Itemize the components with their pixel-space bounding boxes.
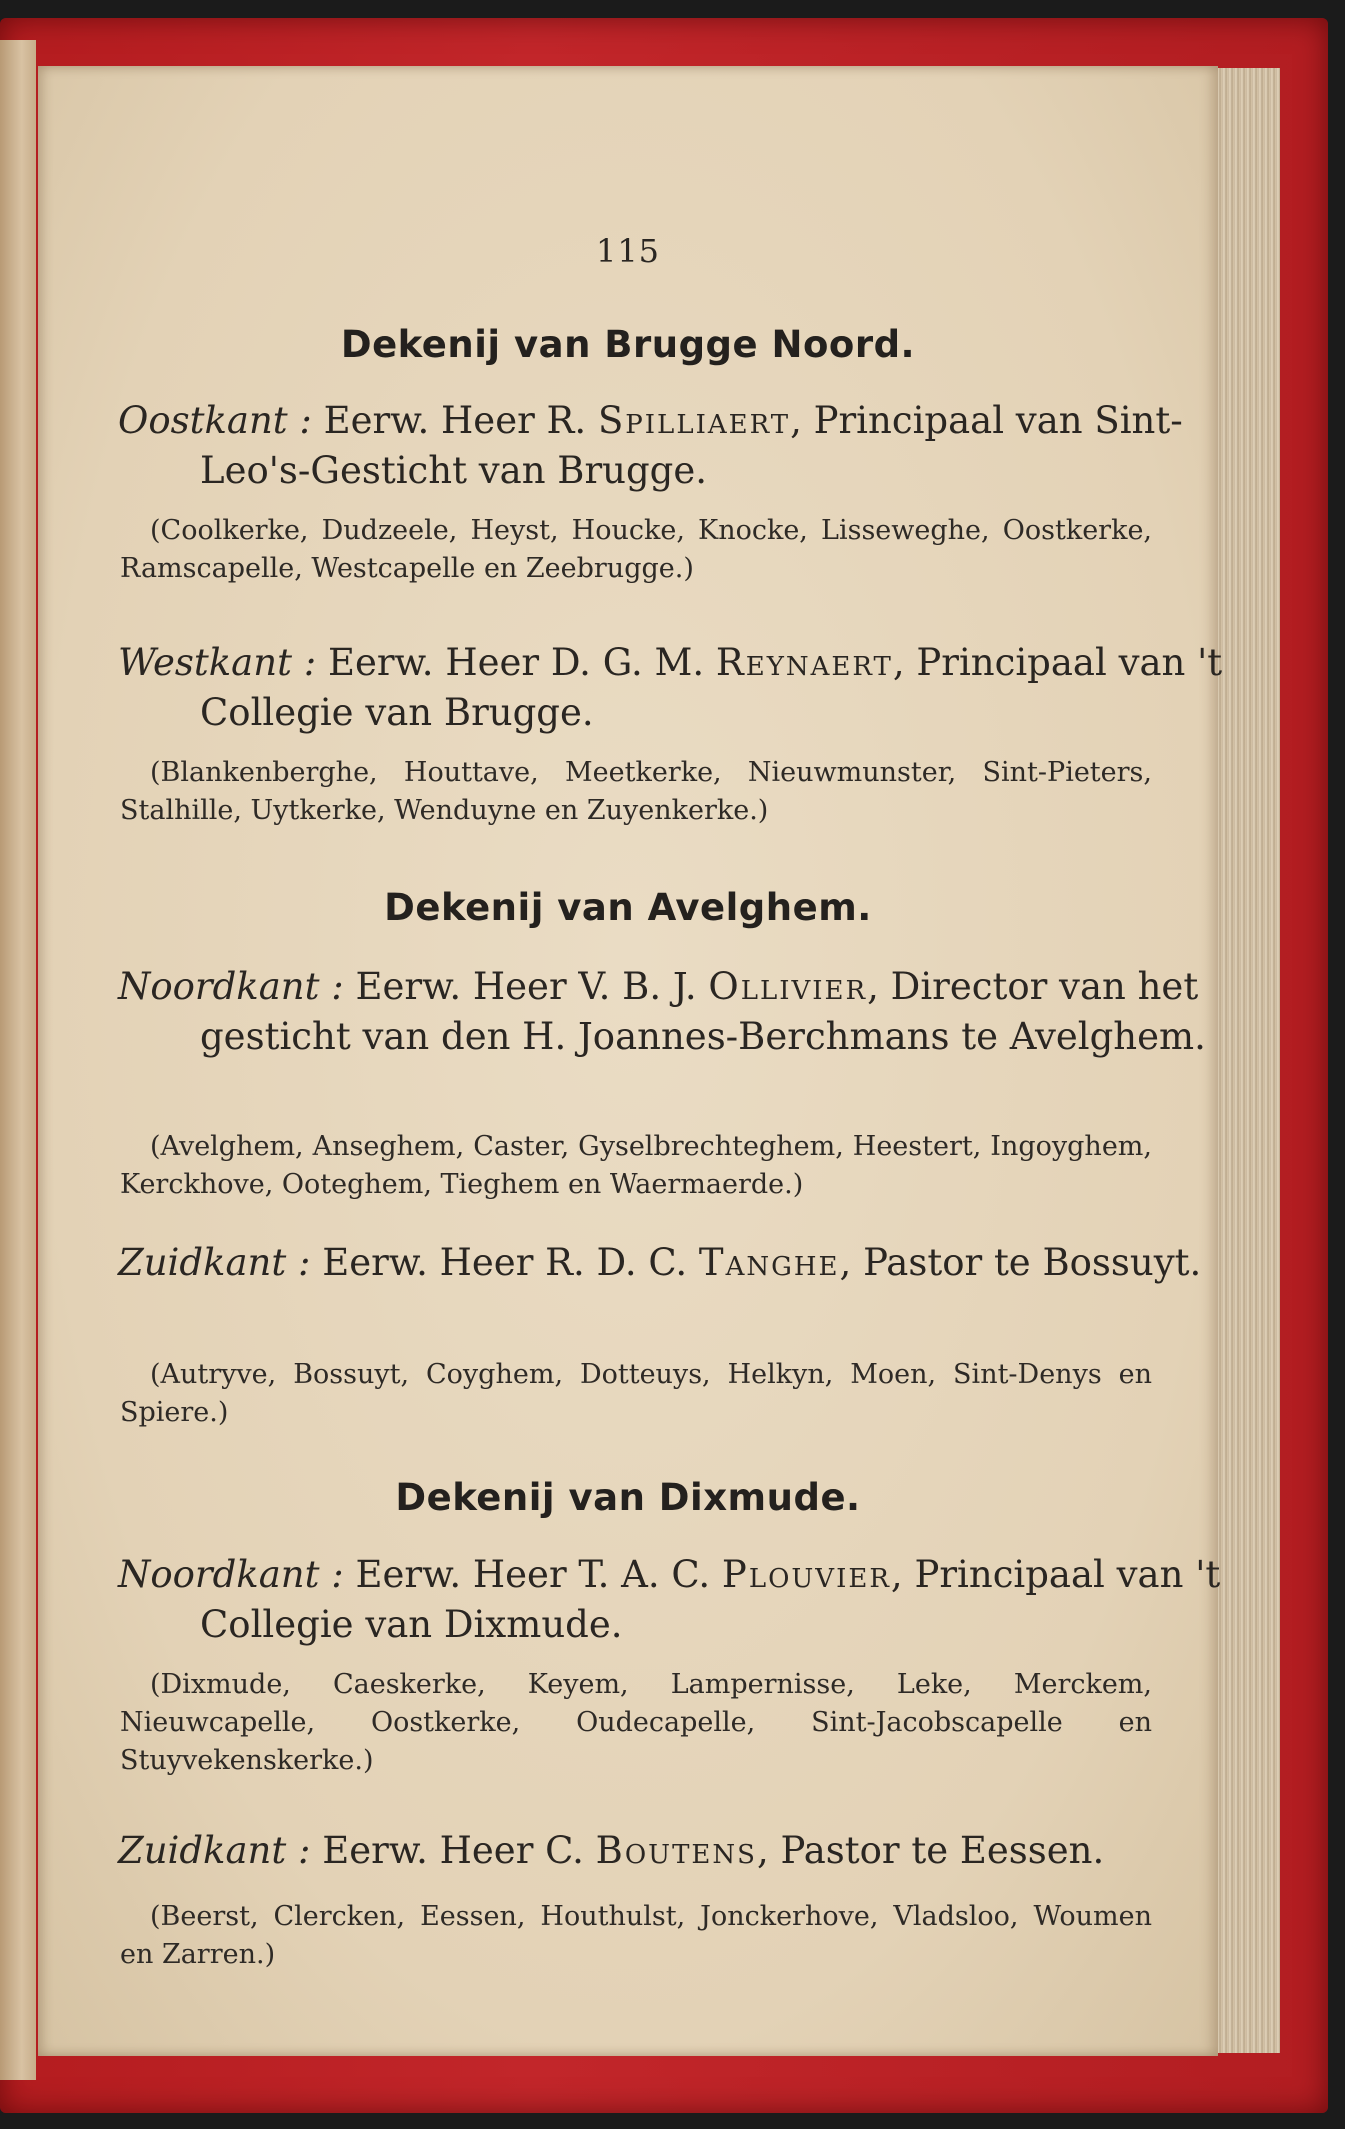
entry-office: , Pastor te Bossuyt. xyxy=(839,1241,1202,1284)
entry-dixmude-zuidkant xyxy=(118,1826,1232,1876)
entry-surname: Plouvier xyxy=(721,1553,891,1596)
entry-office: , Pastor te Eessen. xyxy=(756,1829,1105,1872)
parish-list-dixmude-noordkant: (Dixmude, Caeskerke, Keyem, Lampernisse, Leke, Merckem, Nieuwcapelle, Oostkerke, Oudecapelle, Sint-Jacobscapelle en Stuyvekenskerke.) xyxy=(120,1669,1152,1776)
parish-list-brugge-oostkant: (Coolkerke, Dudzeele, Heyst, Houcke, Knocke, Lisseweghe, Oostkerke, Ramscapelle, Westcapelle en Zeebrugge.) xyxy=(120,515,1152,584)
parish-list-dixmude-zuidkant: (Beerst, Clercken, Eessen, Houthulst, Jonckerhove, Vladsloo, Woumen en Zarren.) xyxy=(120,1901,1152,1970)
entry-surname: Reynaert xyxy=(715,641,893,684)
deanery-heading-brugge-noord: Dekenij van Brugge Noord. xyxy=(340,323,916,366)
parish-list-brugge-westkant: (Blankenberghe, Houttave, Meetkerke, Nieuwmunster, Sint-Pieters, Stalhille, Uytkerke, Wenduyne en Zuyenkerke.) xyxy=(120,757,1152,826)
entry-surname: Ollivier xyxy=(708,965,868,1008)
entry-surname: Tanghe xyxy=(698,1241,840,1284)
parish-list-avelghem-noordkant: (Avelghem, Anseghem, Caster, Gyselbrechteghem, Heestert, Ingoyghem, Kerckhove, Ooteghem, Tieghem en Waermaerde.) xyxy=(120,1131,1152,1200)
entry-office: , Principaal van 't Collegie van Brugge. xyxy=(200,641,1223,734)
page-number: 115 xyxy=(595,232,661,270)
entry-title: Eerw. Heer V. B. J. xyxy=(355,965,697,1008)
book-page xyxy=(38,66,1223,2056)
entry-avelghem-zuidkant xyxy=(118,1238,1232,1288)
entry-avelghem-noordkant xyxy=(118,962,1232,1062)
deanery-heading-dixmude: Dekenij van Dixmude. xyxy=(395,1476,861,1519)
entry-dixmude-noordkant xyxy=(118,1550,1232,1650)
entry-office: , Principaal van Sint-Leo's-Gesticht van Brugge. xyxy=(200,399,1183,492)
entry-brugge-oostkant xyxy=(118,396,1232,496)
parish-list-avelghem-zuidkant: (Autryve, Bossuyt, Coyghem, Dotteuys, Helkyn, Moen, Sint-Denys en Spiere.) xyxy=(120,1359,1152,1428)
entry-brugge-westkant xyxy=(118,638,1232,738)
entry-title: Eerw. Heer D. G. M. xyxy=(327,641,705,684)
entry-label: Zuidkant : xyxy=(118,1829,311,1872)
entry-title: Eerw. Heer R. xyxy=(323,399,587,442)
entry-surname: Boutens xyxy=(595,1829,757,1872)
deanery-heading-avelghem: Dekenij van Avelghem. xyxy=(384,886,872,929)
entry-office: , Director van het gesticht van den H. Joannes-Berchmans te Avelghem. xyxy=(200,965,1206,1058)
entry-title: Eerw. Heer R. D. C. xyxy=(322,1241,688,1284)
entry-label: Oostkant : xyxy=(118,399,312,442)
entry-label: Zuidkant : xyxy=(118,1241,311,1284)
facing-page-edge xyxy=(0,40,36,2080)
entry-label: Noordkant : xyxy=(118,965,344,1008)
entry-surname: Spilliaert xyxy=(597,399,791,442)
entry-office: , Principaal van 't Collegie van Dixmude. xyxy=(200,1553,1221,1646)
entry-label: Westkant : xyxy=(118,641,317,684)
entry-label: Noordkant : xyxy=(118,1553,344,1596)
entry-title: Eerw. Heer T. A. C. xyxy=(355,1553,711,1596)
entry-title: Eerw. Heer C. xyxy=(322,1829,584,1872)
